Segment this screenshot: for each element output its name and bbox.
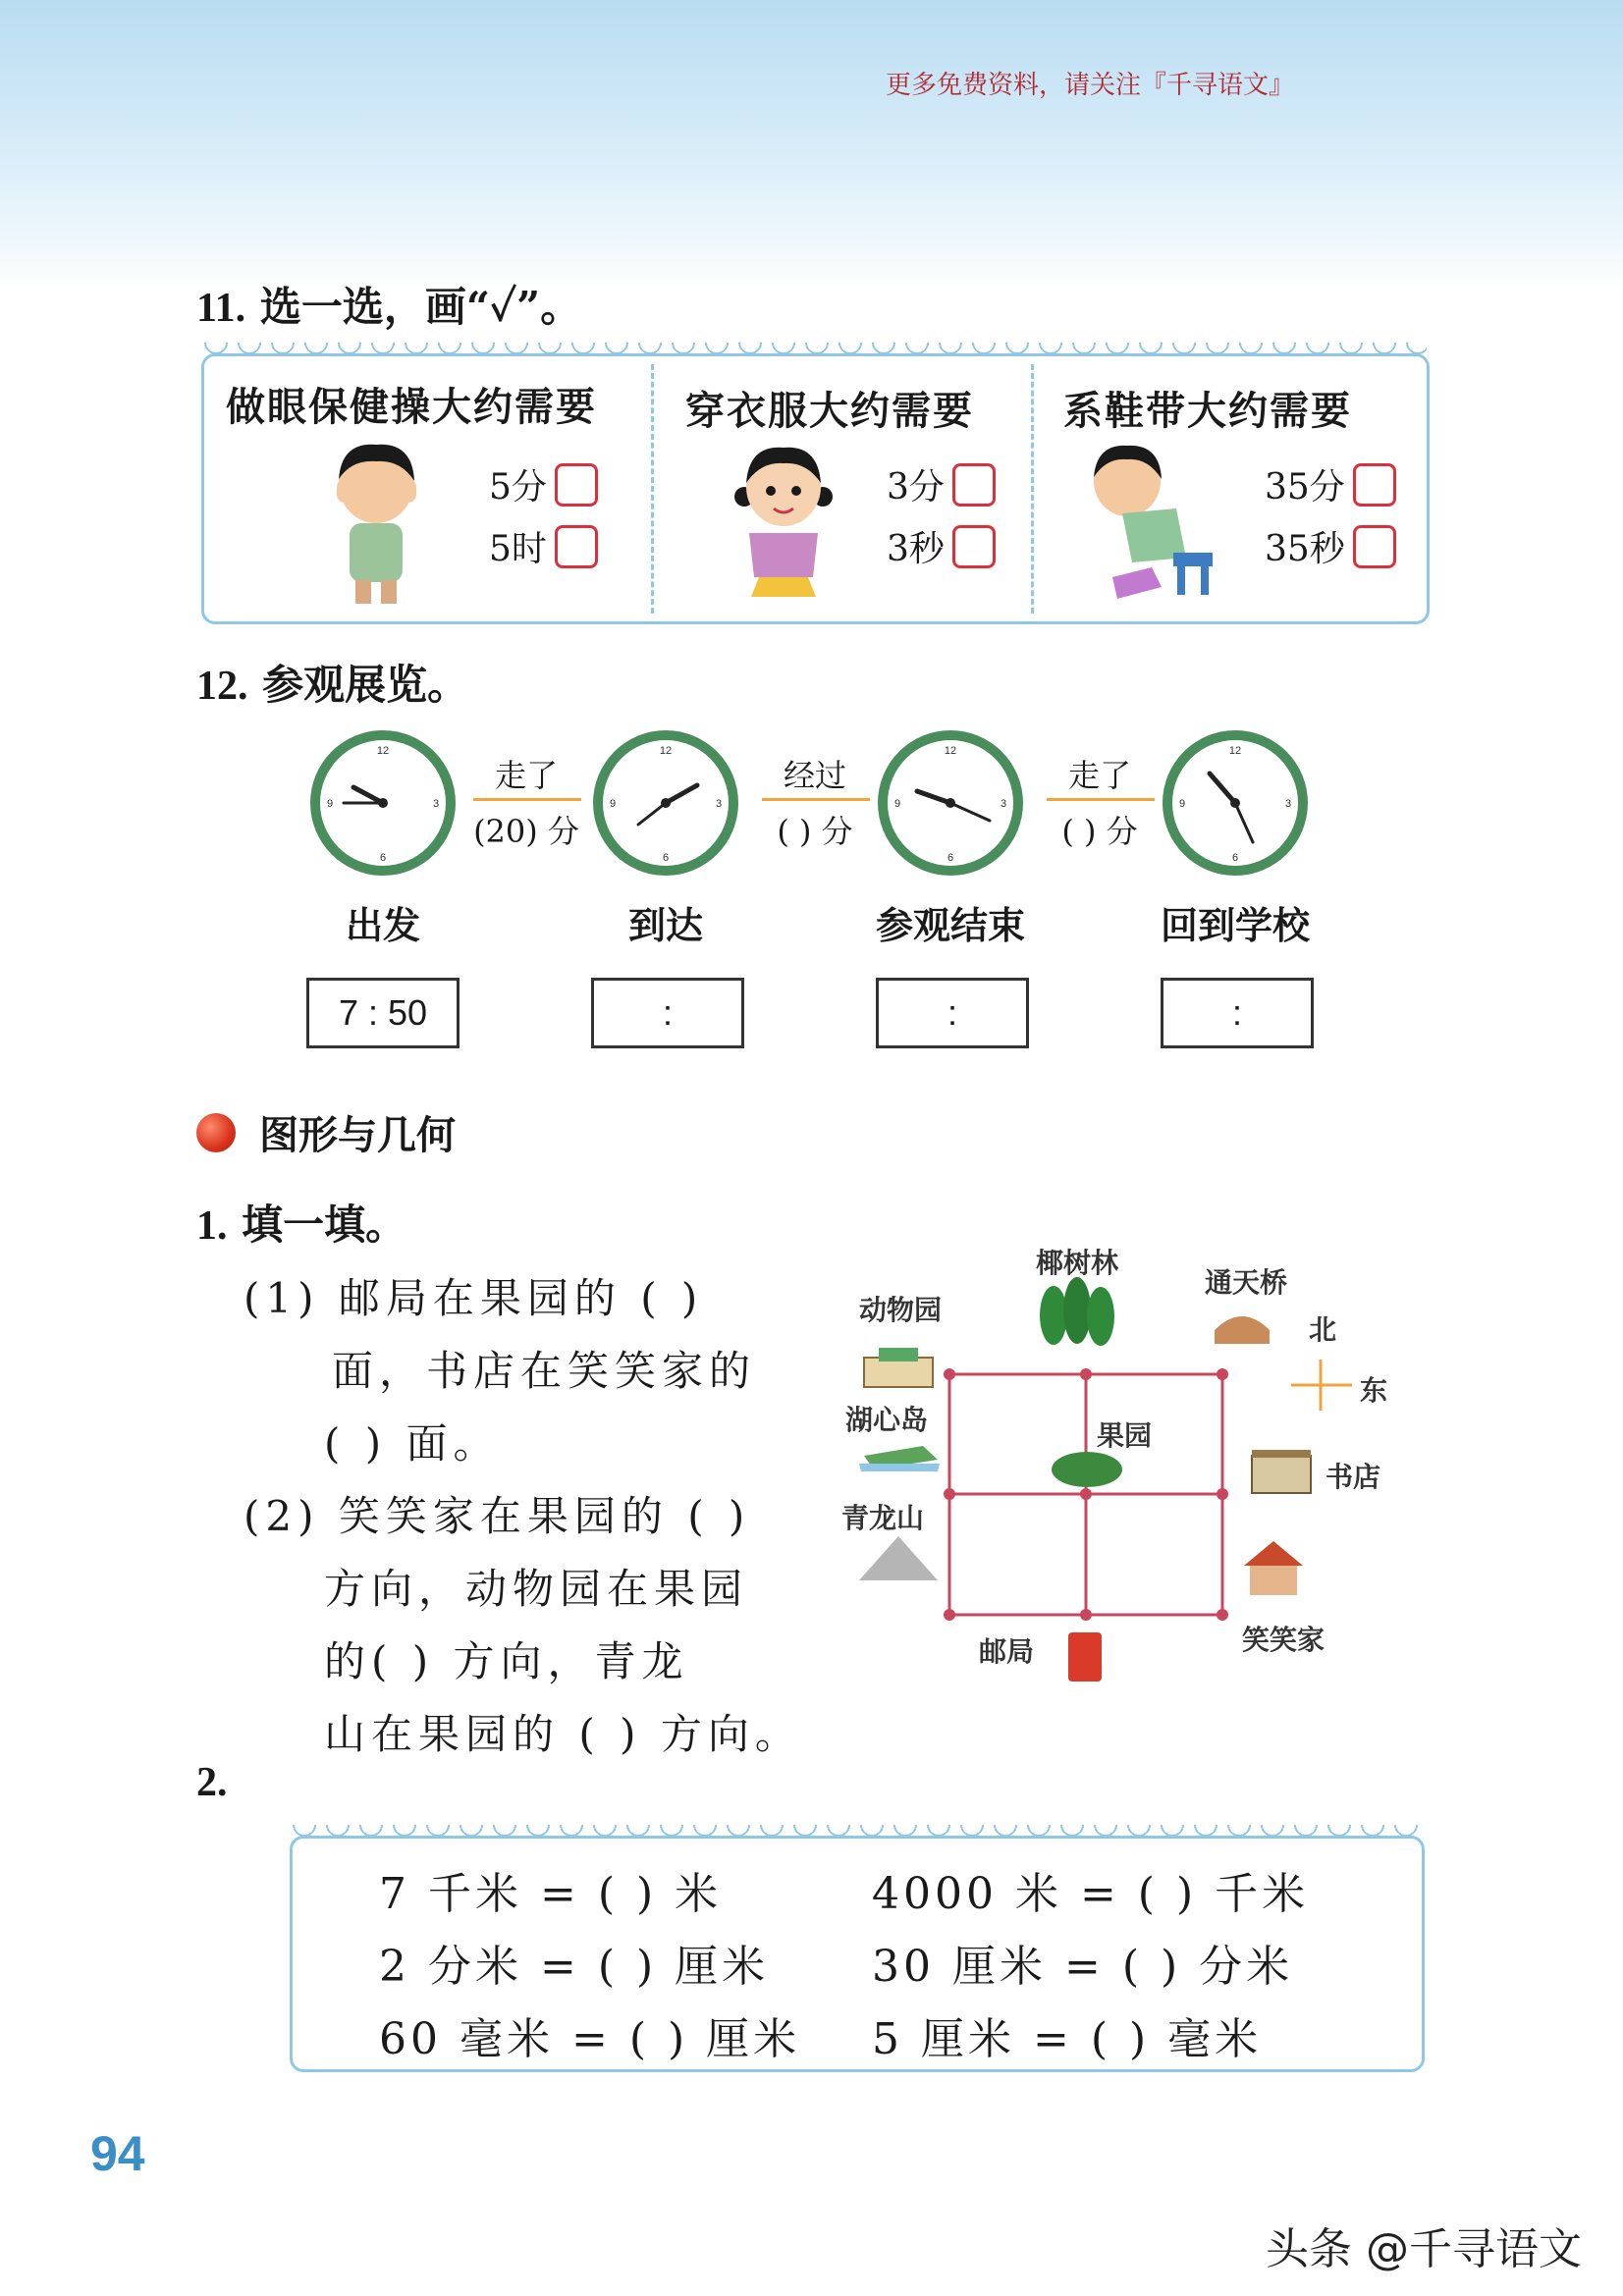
q12-number: 12. [196, 664, 248, 709]
q11-option-3b [1265, 521, 1396, 571]
conversion-item: 30 厘米 = ( ) 分米 [872, 1942, 1294, 1992]
map-label-east: 东 [1360, 1374, 1388, 1407]
svg-text:3: 3 [432, 798, 440, 810]
panel-divider [651, 364, 654, 614]
option-label: 5分 [489, 467, 547, 507]
arrow-label-bottom: ( ) 分 [777, 813, 853, 850]
svg-text:6: 6 [662, 852, 670, 864]
q11-option-3a [1265, 459, 1396, 509]
answer-checkbox[interactable] [1353, 463, 1396, 507]
stage-label: 回到学校 [1160, 903, 1310, 947]
arrow-label-top: 经过 [783, 757, 846, 794]
answer-checkbox[interactable] [952, 525, 996, 568]
map-label-orchard: 果园 [1097, 1419, 1153, 1452]
g1-line: 面，书店在笑笑家的 [332, 1347, 757, 1395]
svg-text:3: 3 [715, 798, 723, 810]
clock-icon [306, 726, 460, 880]
girl-dressing-illustration [720, 440, 847, 607]
clock-icon [589, 726, 742, 880]
arrow-label-top: 走了 [494, 757, 558, 794]
q11-caption-1: 做眼保健操大约需要 [226, 384, 597, 430]
conversion-item: 7 千米 = ( ) 米 [379, 1869, 723, 1919]
answer-checkbox[interactable] [952, 463, 996, 507]
header-notice: 更多免费资料，请关注『千寻语文』 [885, 71, 1294, 100]
q12-text: 参观展览。 [262, 661, 469, 709]
time-box-return[interactable]: : [1161, 978, 1314, 1048]
g2-title [196, 1757, 228, 1806]
map-label-home: 笑笑家 [1242, 1624, 1325, 1656]
g1-line: ( ) 面。 [324, 1419, 501, 1468]
g2-panel [290, 1836, 1425, 2072]
direction-map [830, 1242, 1438, 1703]
svg-text:12: 12 [1228, 745, 1242, 757]
map-label-mountain: 青龙山 [841, 1502, 925, 1534]
coconut-grove-icon [1040, 1277, 1114, 1346]
answer-checkbox[interactable] [555, 463, 598, 507]
header-band [0, 0, 1623, 294]
q11-title [196, 275, 581, 334]
map-label-island: 湖心岛 [845, 1404, 929, 1436]
answer-checkbox[interactable] [555, 525, 598, 568]
svg-text:6: 6 [947, 852, 954, 864]
arrow-label-bottom: (20) 分 [473, 813, 579, 850]
page-number: 94 [90, 2126, 145, 2181]
option-label: 3秒 [887, 529, 945, 569]
answer-checkbox[interactable] [1353, 525, 1396, 568]
g2-number: 2. [196, 1760, 228, 1805]
boy-eye-exercise-illustration [322, 440, 430, 607]
map-label-bridge: 通天桥 [1205, 1266, 1288, 1299]
svg-text:12: 12 [659, 745, 673, 757]
arrow-label-top: 走了 [1067, 757, 1131, 794]
svg-text:9: 9 [609, 798, 617, 810]
bullet-dot-icon [196, 1113, 236, 1152]
panel-scallop [293, 1825, 1422, 1846]
q11-option-1b [489, 521, 598, 571]
map-label-coconut-grove: 椰树林 [1036, 1247, 1119, 1279]
q11-caption-3: 系鞋带大约需要 [1063, 388, 1352, 434]
panel-divider [1031, 364, 1034, 614]
panel-scallop [204, 343, 1427, 364]
q11-panel [201, 353, 1430, 624]
option-label: 35分 [1265, 467, 1345, 507]
arrow-label-bottom: ( ) 分 [1061, 813, 1138, 850]
option-label: 5时 [489, 529, 547, 569]
time-box-arrival[interactable]: : [591, 978, 744, 1048]
conversion-item: 5 厘米 = ( ) 毫米 [872, 2014, 1263, 2064]
svg-text:9: 9 [893, 798, 901, 810]
g1-number: 1. [196, 1203, 228, 1249]
svg-text:9: 9 [326, 798, 334, 810]
conversion-item: 60 毫米 = ( ) 厘米 [379, 2014, 801, 2064]
svg-text:3: 3 [1000, 798, 1007, 810]
arrow-line [762, 798, 870, 801]
section-title: 图形与几何 [259, 1114, 456, 1157]
time-box-visit-end[interactable]: : [876, 978, 1029, 1048]
g1-text: 填一填。 [242, 1201, 407, 1249]
g1-line: 山在果园的 ( ) 方向。 [324, 1710, 802, 1758]
svg-text:12: 12 [376, 745, 390, 757]
time-box-departure: 7 : 50 [306, 978, 460, 1048]
option-label: 35秒 [1265, 529, 1345, 569]
option-label: 3分 [887, 467, 945, 507]
q11-option-2a [887, 459, 996, 509]
q11-option-1a [489, 459, 598, 509]
g1-line: (1) 邮局在果园的 ( ) [243, 1274, 704, 1322]
svg-text:6: 6 [1231, 852, 1239, 864]
section-header [196, 1104, 456, 1160]
stage-label: 参观结束 [875, 903, 1025, 947]
g1-line: 的( ) 方向，青龙 [324, 1637, 689, 1685]
q11-text: 选一选，画“✓”。 [259, 283, 582, 331]
q11-caption-2: 穿衣服大约需要 [685, 388, 974, 434]
svg-text:3: 3 [1284, 798, 1292, 810]
arrow-line [1047, 798, 1155, 801]
boy-tying-shoes-illustration [1083, 440, 1220, 607]
stage-label: 到达 [627, 903, 703, 947]
g1-line: 方向，动物园在果园 [324, 1565, 749, 1613]
map-label-zoo: 动物园 [859, 1294, 943, 1326]
g1-line: (2) 笑笑家在果园的 ( ) [243, 1492, 751, 1540]
arrow-line [473, 798, 581, 801]
map-label-bookstore: 书店 [1325, 1461, 1381, 1493]
watermark-text: 头条 @千寻语文 [1266, 2224, 1582, 2274]
stage-label: 出发 [345, 903, 420, 947]
map-label-post-office: 邮局 [979, 1635, 1035, 1668]
map-label-north: 北 [1309, 1313, 1337, 1346]
clock-icon [1159, 726, 1312, 880]
q12-title [196, 653, 468, 712]
conversion-item: 2 分米 = ( ) 厘米 [379, 1942, 770, 1992]
conversion-item: 4000 米 = ( ) 千米 [872, 1869, 1310, 1919]
svg-text:12: 12 [944, 745, 957, 757]
svg-text:9: 9 [1178, 798, 1186, 810]
q11-option-2b [887, 521, 996, 571]
clock-icon [874, 726, 1027, 880]
svg-text:6: 6 [379, 852, 387, 864]
g1-title [196, 1193, 406, 1252]
q11-number: 11. [196, 286, 246, 331]
